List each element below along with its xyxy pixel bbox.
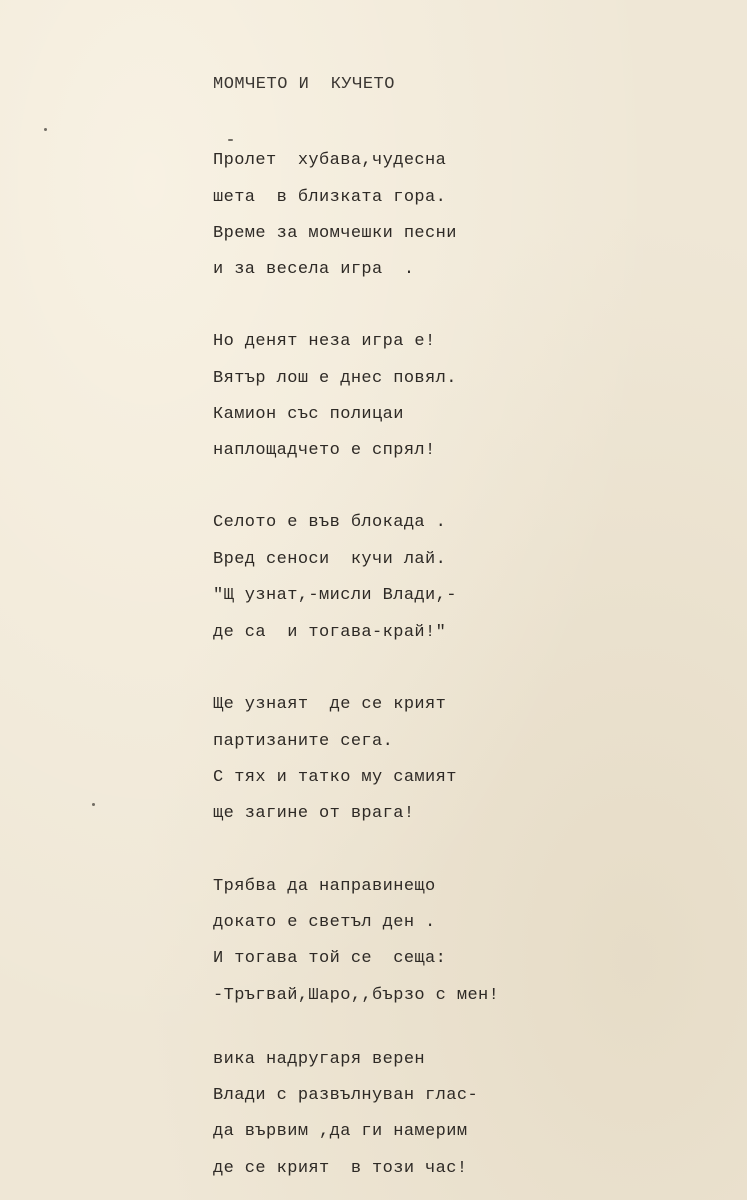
poem-line: -Тръгвай,Шаро,,бързо с мен! xyxy=(213,986,500,1005)
poem-line: да вървим ,да ги намерим xyxy=(213,1122,468,1141)
poem-line: вика надругаря верен xyxy=(213,1050,426,1069)
poem-title: МОМЧЕТО И КУЧЕТО xyxy=(213,75,395,94)
poem-line: Трябва да направинещо xyxy=(213,877,436,896)
poem-line: докато е светъл ден . xyxy=(213,913,436,932)
poem-line: Вред сеноси кучи лай. xyxy=(213,550,447,569)
poem-line: "Щ узнат,-мисли Влади,- xyxy=(213,586,457,605)
poem-line: И тогава той се сеща: xyxy=(213,949,447,968)
poem-line: Камион със полицаи xyxy=(213,405,404,424)
poem-line: Вятър лош е днес повял. xyxy=(213,369,457,388)
poem-line: Но денят неза игра е! xyxy=(213,332,436,351)
poem-line: С тях и татко му самият xyxy=(213,768,457,787)
poem-line: Ще узнаят де се крият xyxy=(213,695,447,714)
poem-line: партизаните сега. xyxy=(213,732,394,751)
poem-line: ще загине от врага! xyxy=(213,804,415,823)
poem-line: Пролет хубава,чудесна xyxy=(213,151,447,170)
poem-line: шета в близката гора. xyxy=(213,188,447,207)
poem-line: де се крият в този час! xyxy=(213,1159,468,1178)
poem-line: наплощадчето е спрял! xyxy=(213,441,436,460)
paper-speck xyxy=(44,128,47,131)
poem-line: и за весела игра . xyxy=(213,260,415,279)
poem-line: Време за момчешки песни xyxy=(213,224,457,243)
poem-line: Влади с развълнуван глас- xyxy=(213,1086,479,1105)
poem-line: де са и тогава-край!" xyxy=(213,623,447,642)
paper-speck xyxy=(228,139,233,141)
poem-line: Селото е във блокада . xyxy=(213,513,447,532)
paper-speck xyxy=(92,803,95,806)
